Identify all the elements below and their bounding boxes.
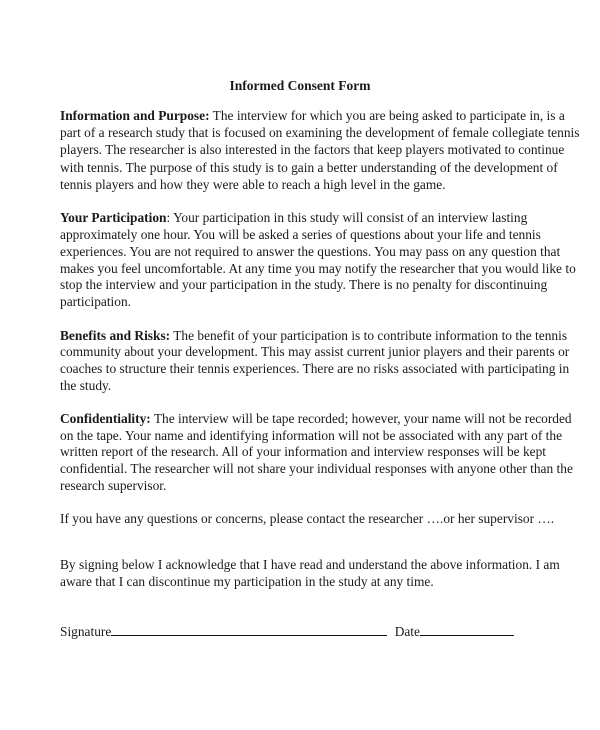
text-line: The interview will be tape recorded; however, your name will not be recorded [150, 411, 572, 426]
date-label: Date [394, 624, 420, 639]
text-line: The benefit of your participation is to contribute information to the tennis [170, 328, 568, 343]
text-line: coaches to structure their tennis experiences. There are no risks associated with participating in [60, 361, 570, 376]
text-line: The interview for which you are being asked to participate in, is a [209, 108, 565, 123]
section-heading: Confidentiality: [60, 411, 151, 426]
text-line: : Your participation in this study will consist of an interview lasting [166, 210, 528, 225]
contact-text: If you have any questions or concerns, please contact the researcher ….or her supervisor …. [60, 511, 555, 526]
text-line: experiences. You are not required to answer the questions. You may pass on any question that [60, 244, 561, 259]
text-line: community about your development. This may assist current junior players and their parents or [60, 344, 570, 359]
signature-label: Signature [60, 624, 112, 639]
signature-field[interactable] [111, 623, 387, 636]
text-line: makes you feel uncomfortable. At any time you may notify the researcher that you would like to [60, 261, 576, 276]
text-line: part of a research study that is focused on examining the development of female collegiate tennis [60, 125, 580, 140]
text-line: on the tape. Your name and identifying information will not be associated with any part of the [60, 428, 563, 443]
acknowledge-line: aware that I can discontinue my participation in the study at any time. [60, 574, 434, 589]
text-line: research supervisor. [60, 478, 167, 493]
acknowledge-line: By signing below I acknowledge that I have read and understand the above information. I am [60, 557, 560, 572]
text-line: stop the interview and your participation in the study. There is no penalty for discontinuing [60, 277, 548, 292]
signature-row [60, 623, 514, 640]
text-line: confidential. The researcher will not share your individual responses with anyone other than the [60, 461, 573, 476]
date-field[interactable] [420, 623, 514, 636]
section-heading: Benefits and Risks: [60, 328, 171, 343]
text-line: players. The researcher is also interested in the factors that keep players motivated to continue [60, 142, 565, 157]
text-line: approximately one hour. You will be asked a series of questions about your life and tennis [60, 227, 541, 242]
section-heading: Information and Purpose: [60, 108, 210, 123]
text-line: the study. [60, 378, 112, 393]
section-heading: Your Participation [60, 210, 167, 225]
text-line: written report of the research. All of your information and interview responses will be kept [60, 444, 547, 459]
page-title: Informed Consent Form [229, 78, 371, 93]
text-line: with tennis. The purpose of this study is to gain a better understanding of the development of [60, 160, 558, 175]
text-line: tennis players and how they were able to reach a high level in the game. [60, 177, 446, 192]
text-line: participation. [60, 294, 132, 309]
